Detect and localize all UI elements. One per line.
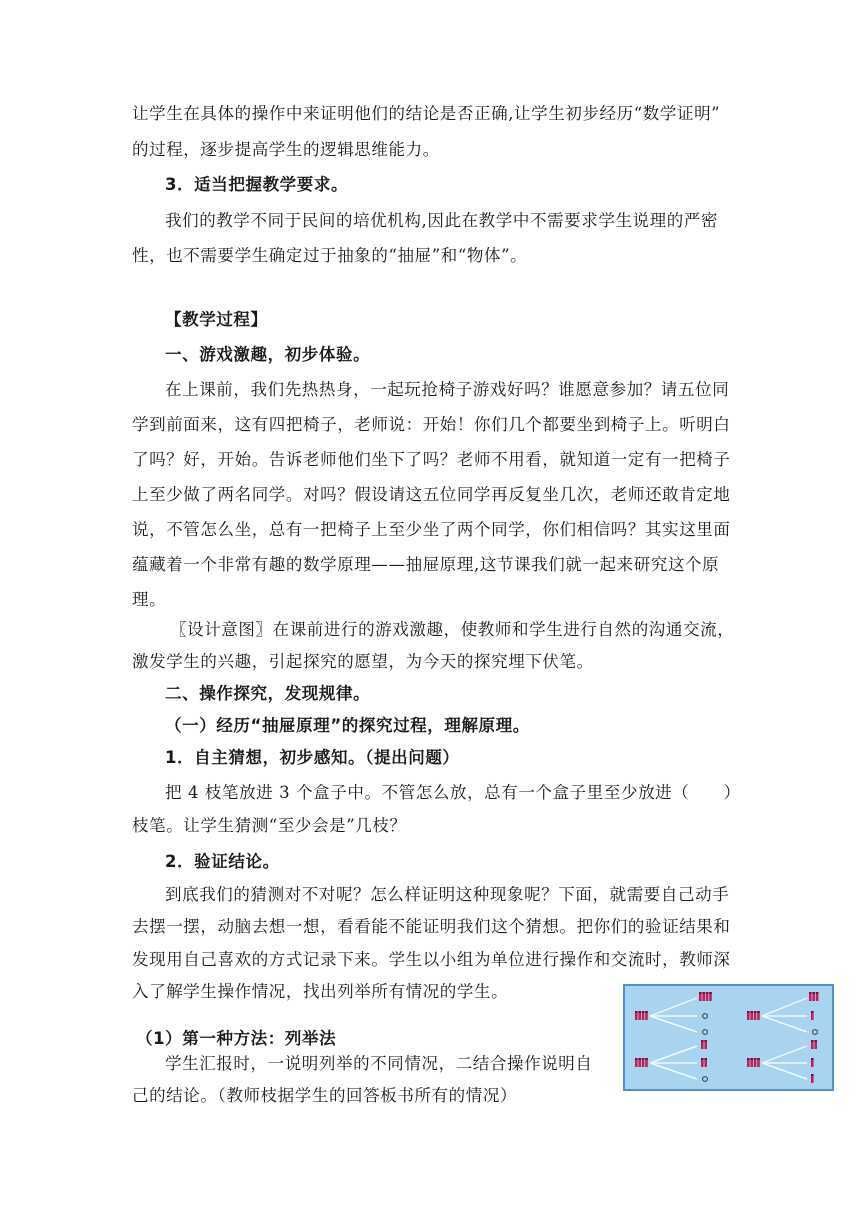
paragraph-line: 去摆一摆，动脑去想一想，看看能不能证明我们这个猜想。把你们的验证结果和 — [132, 917, 731, 936]
case-3 — [635, 1040, 707, 1081]
section-heading: 3．适当把握教学要求。 — [165, 175, 349, 194]
paragraph-line: 说，不管怎么坐，总有一把椅子上至少坐了两个同学，你们相信吗？其实这里面 — [132, 520, 731, 539]
section-heading: 1．自主猜想，初步感知。（提出问题） — [165, 748, 460, 767]
paragraph-line: 蕴藏着一个非常有趣的数学原理——抽屉原理,这节课我们就一起来研究这个原 — [132, 555, 720, 574]
paragraph-line: 性，也不需要学生确定过于抽象的“抽屉”和“物体”。 — [132, 246, 528, 265]
paragraph-line: 枝笔。让学生猜测“至少会是”几枝？ — [132, 816, 407, 835]
paragraph-line: 发现用自己喜欢的方式记录下来。学生以小组为单位进行操作和交流时，教师深 — [132, 950, 731, 969]
paragraph-line: 学生汇报时，一说明列举的不同情况，二结合操作说明自 — [165, 1054, 593, 1073]
paragraph-line: 在上课前，我们先热热身，一起玩抢椅子游戏好吗？谁愿意参加？请五位同 — [165, 380, 730, 399]
paragraph-line: 把 4 枝笔放进 3 个盒子中。不管怎么放，总有一个盒子里至少放进（ ） — [165, 783, 741, 802]
section-heading: 二、操作探究，发现规律。 — [165, 684, 371, 703]
paragraph-line: 激发学生的兴趣，引起探究的愿望，为今天的探究埋下伏笔。 — [132, 652, 594, 671]
section-heading: 一、游戏激趣，初步体验。 — [165, 345, 371, 364]
paragraph-line: 到底我们的猜测对不对呢？怎么样证明这种现象呢？下面，就需要自己动手 — [165, 885, 730, 904]
paragraph-line: 的过程，逐步提高学生的逻辑思维能力。 — [132, 140, 440, 159]
section-heading: （一）经历“抽屉原理”的探究过程，理解原理。 — [165, 716, 530, 735]
case-2 — [747, 992, 818, 1034]
case-1 — [635, 992, 712, 1034]
section-heading: 【教学过程】 — [165, 310, 268, 329]
paragraph-line: 我们的教学不同于民间的培优机构,因此在教学中不需要求学生说理的严密 — [165, 211, 719, 230]
method-heading: （1）第一种方法：列举法 — [136, 1029, 337, 1048]
paragraph-line: 入了解学生操作情况，找出列举所有情况的学生。 — [132, 982, 509, 1001]
enumeration-diagram — [625, 986, 832, 1089]
paragraph-line: 学到前面来，这有四把椅子，老师说：开始！你们几个都要坐到椅子上。听明白 — [132, 415, 731, 434]
paragraph-line: 理。 — [132, 590, 167, 609]
paragraph-line: 让学生在具体的操作中来证明他们的结论是否正确,让学生初步经历“数学证明” — [132, 104, 721, 123]
design-intent-line: 〖设计意图〗在课前进行的游戏激趣，使教师和学生进行自然的沟通交流， — [170, 620, 735, 639]
case-4 — [747, 1040, 817, 1083]
section-heading: 2．验证结论。 — [165, 852, 280, 871]
paragraph-line: 上至少做了两名同学。对吗？假设请这五位同学再反复坐几次，老师还敢肯定地 — [132, 485, 731, 504]
enumeration-figure — [623, 984, 834, 1091]
paragraph-line: 己的结论。（教师枝据学生的回答板书所有的情况） — [132, 1086, 518, 1105]
paragraph-line: 了吗？好，开始。告诉老师他们坐下了吗？老师不用看，就知道一定有一把椅子 — [132, 450, 731, 469]
